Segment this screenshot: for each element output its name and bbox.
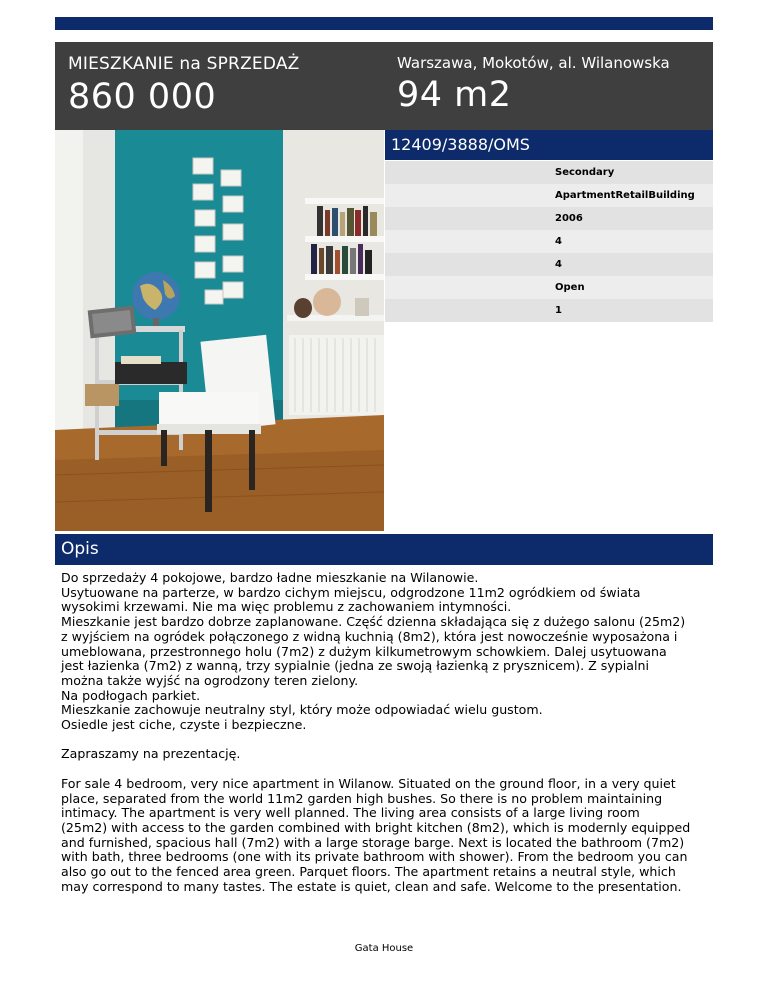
description-line: wysokimi krzewami. Nie ma więc problemu z zachowaniem intymności. [61, 599, 512, 615]
detail-value: 2006 [555, 213, 583, 224]
listing-type: MIESZKANIE na SPRZEDAŻ [68, 54, 300, 74]
description-line: umeblowana, przestronnego holu (7m2) z dużym kilkumetrowym schowkiem. Dalej usytuowana [61, 643, 667, 659]
description-line: z wyjściem na ogródek połączonego z widną kuchnią (8m2), która jest nowocześnie wyposażona i [61, 628, 678, 644]
detail-row-year [385, 207, 713, 230]
description-line: Na podłogach parkiet. [61, 687, 201, 703]
description-line: można także wyjść na ogrodzony teren zielony. [61, 672, 359, 688]
description-line-en: with bath, three bedrooms (one with its private bathroom with shower). From the bedroom you can [61, 849, 688, 865]
description-line: Osiedle jest ciche, czyste i bezpieczne. [61, 717, 307, 733]
description [61, 571, 711, 894]
description-line: Do sprzedaży 4 pokojowe, bardzo ładne mieszkanie na Wilanowie. [61, 570, 479, 585]
detail-value: 1 [555, 305, 562, 316]
listing-header [55, 42, 713, 130]
detail-value: Open [555, 282, 585, 293]
location: Warszawa, Mokotów, al. Wilanowska [397, 54, 670, 72]
detail-row-bathrooms [385, 299, 713, 322]
price: 860 000 [68, 77, 217, 117]
paragraph-gap [61, 733, 711, 748]
description-header [55, 534, 713, 565]
description-line-en: and furnished, spacious hall (7m2) with a large storage barge. Next is located the bathroom (7m2) [61, 834, 685, 850]
detail-row-floors [385, 253, 713, 276]
detail-row-market [385, 161, 713, 184]
detail-value: 4 [555, 259, 562, 270]
description-line: Mieszkanie jest bardzo dobrze zaplanowane. Część dzienna składająca się z dużego salonu (25m2) [61, 614, 686, 630]
detail-row-kitchen [385, 276, 713, 299]
detail-value: 4 [555, 236, 562, 247]
description-line-en: For sale 4 bedroom, very nice apartment in Wilanow. Situated on the ground floor, in a very quiet [61, 775, 676, 791]
description-line: Usytuowane na parterze, w bardzo cichym miejscu, odgrodzone 11m2 ogródkiem od świata [61, 584, 641, 600]
detail-row-building-type [385, 184, 713, 207]
reference-number: 12409/3888/OMS [391, 135, 530, 154]
detail-row-rooms [385, 230, 713, 253]
section-title: Opis [61, 539, 99, 559]
invitation-line: Zapraszamy na prezentację. [61, 746, 241, 762]
header-left [68, 54, 300, 117]
footer-agency: Gata House [354, 943, 414, 954]
description-line: jest łazienka (7m2) z wanną, trzy sypialnie (jedna ze swoją łazienką z prysznicem). Z sypialni [61, 658, 649, 674]
description-line-en: intimacy. The apartment is very well planned. The living area consists of a large living room [61, 805, 640, 821]
detail-value: Secondary [555, 167, 615, 178]
details-table [385, 161, 713, 322]
paragraph-gap [61, 762, 711, 777]
detail-value: ApartmentRetailBuilding [555, 190, 695, 201]
area: 94 m2 [397, 75, 512, 115]
property-photo [55, 130, 384, 531]
description-line-en: (25m2) with access to the garden combined with bright kitchen (8m2), which is modernly equipped [61, 819, 691, 835]
description-line: Mieszkanie zachowuje neutralny styl, który może odpowiadać wielu gustom. [61, 702, 543, 718]
description-line-en: place, separated from the world 11m2 garden high bushes. So there is no problem maintaining [61, 790, 663, 806]
description-line-en: also go out to the fenced area green. Parquet floors. The apartment retains a neutral style, which [61, 864, 676, 880]
description-line-en: may correspond to many tastes. The estate is quiet, clean and safe. Welcome to the presentation. [61, 878, 682, 894]
reference-bar [385, 130, 713, 160]
header-right [397, 54, 670, 115]
top-accent-bar [55, 17, 713, 30]
